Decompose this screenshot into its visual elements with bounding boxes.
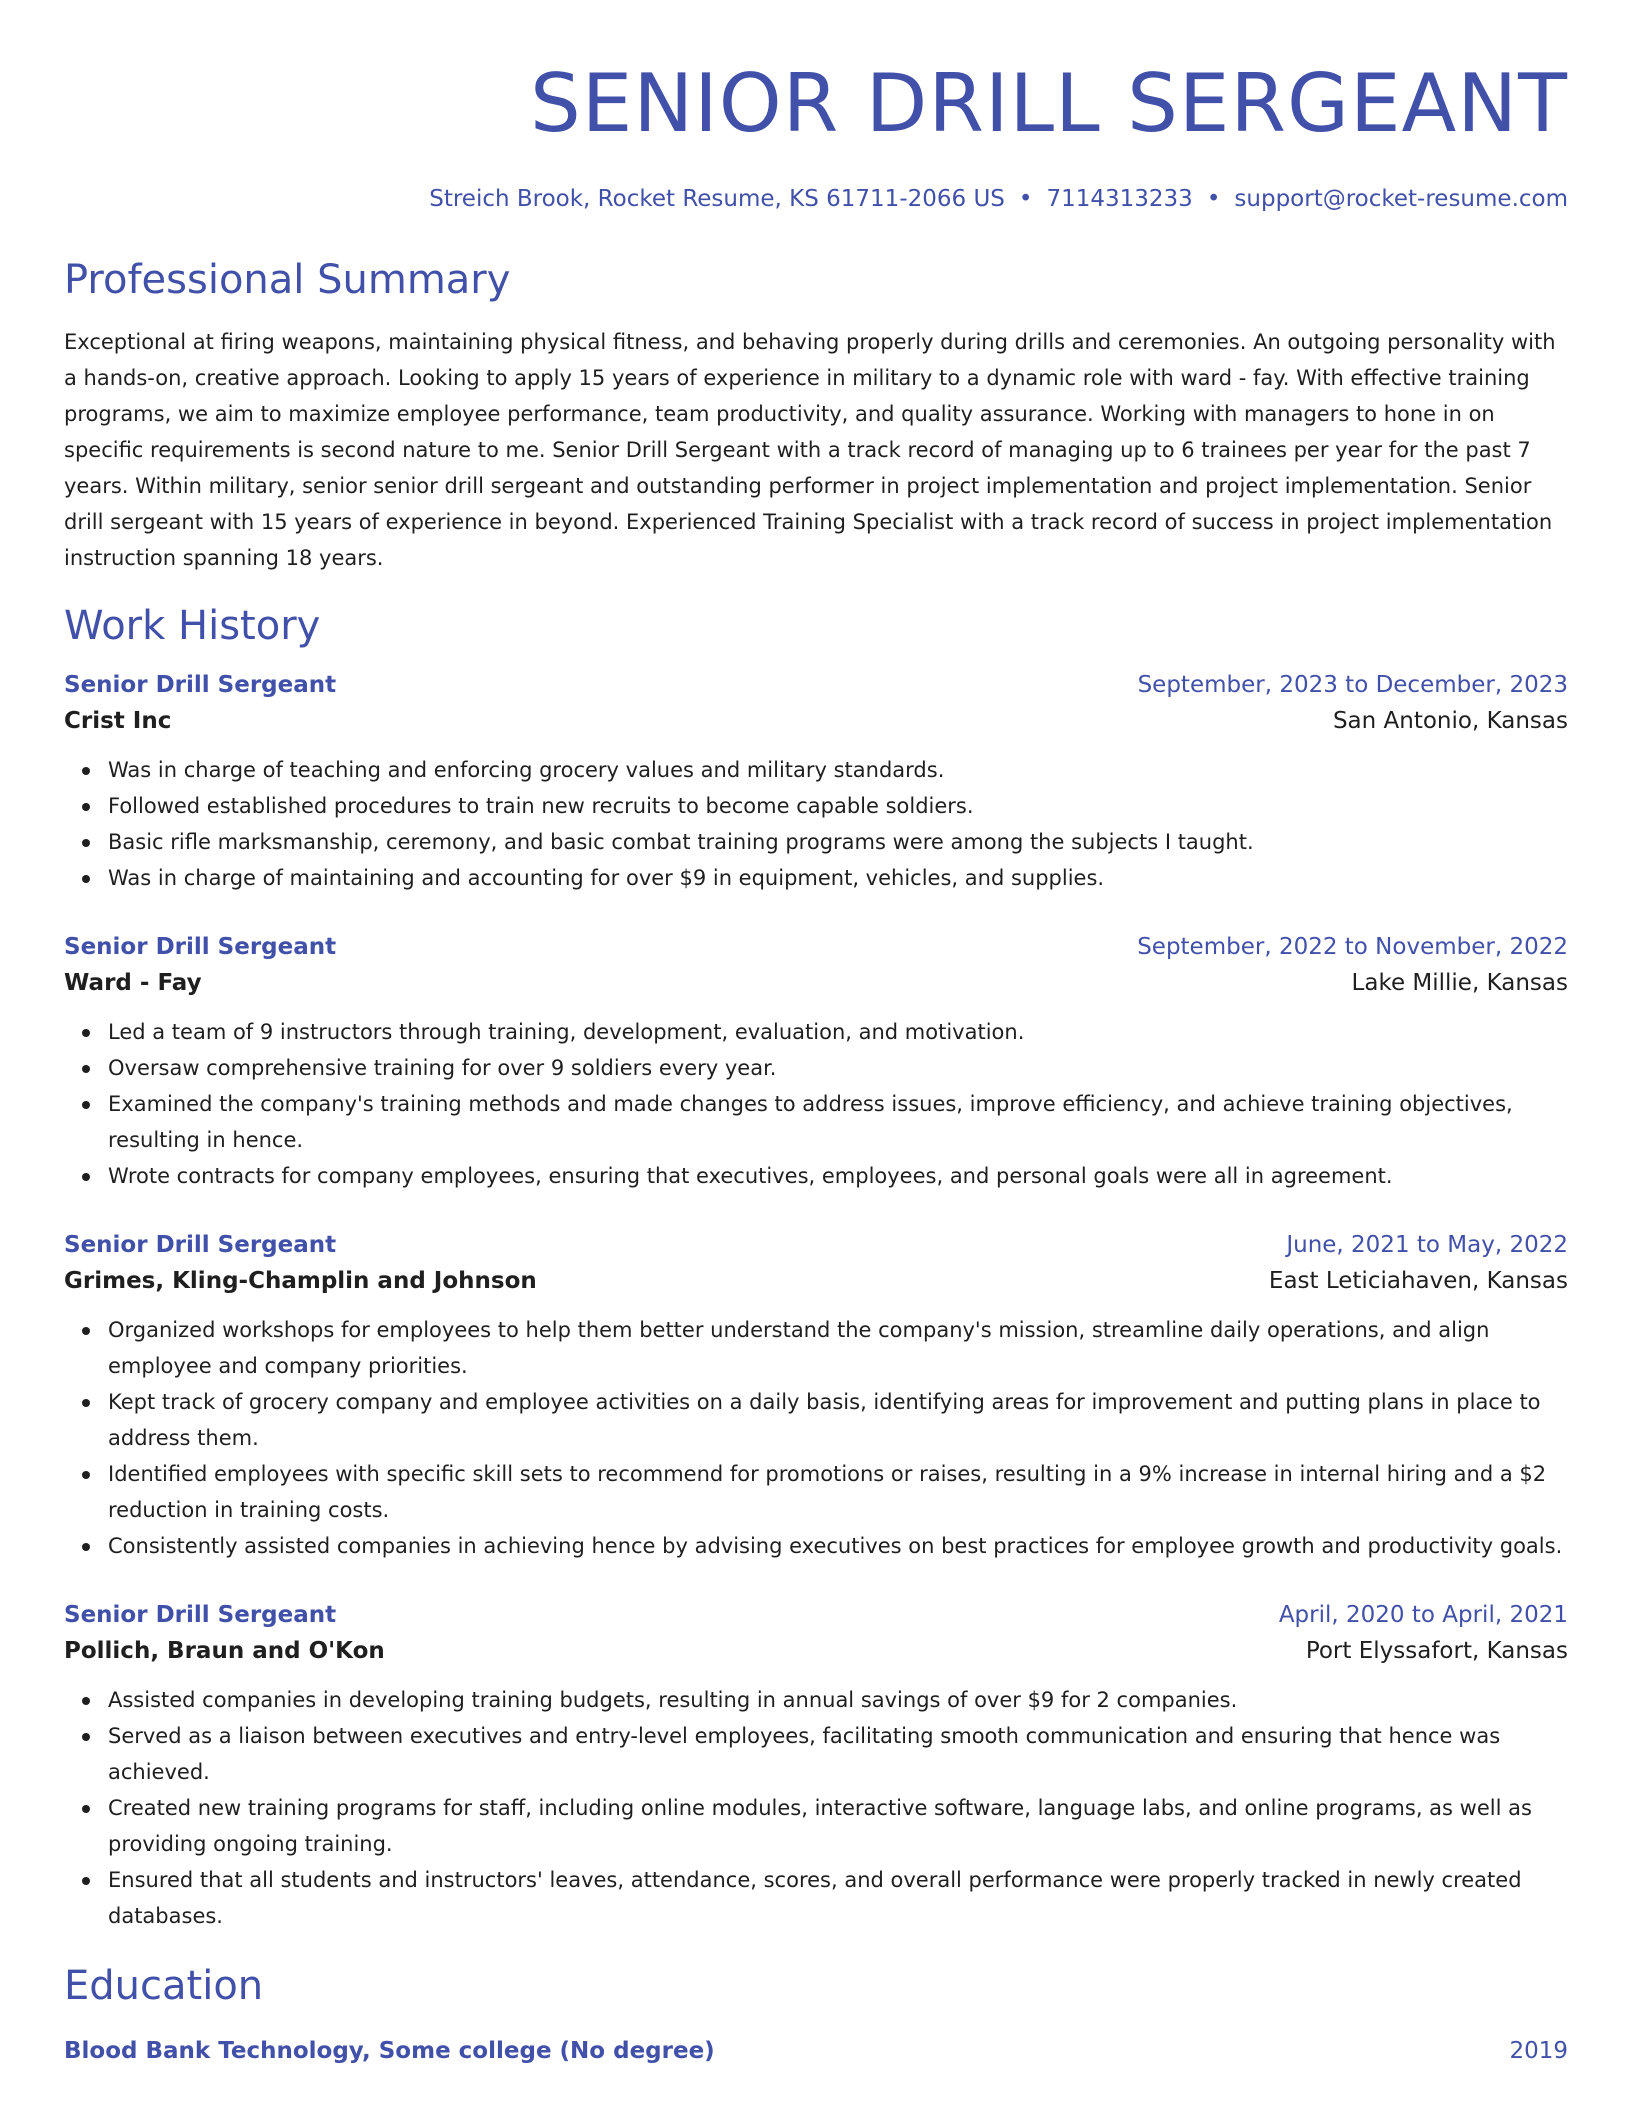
job-bullet: Organized workshops for employees to help them better understand the company's mission, streamline daily operations, and align employee and company priorities. bbox=[108, 1312, 1568, 1384]
job-bullet: Followed established procedures to train new recruits to become capable soldiers. bbox=[108, 788, 1568, 824]
job-entry bbox=[64, 930, 1568, 1194]
contact-separator: • bbox=[1018, 186, 1033, 212]
job-bullet: Examined the company's training methods and made changes to address issues, improve efficiency, and achieve training objectives, resulting in hence. bbox=[108, 1086, 1568, 1158]
contact-email[interactable]: support@rocket-resume.com bbox=[1234, 186, 1568, 212]
work-history-section bbox=[64, 602, 1568, 1934]
job-title-row bbox=[64, 1598, 1568, 1632]
job-bullet: Was in charge of maintaining and accounting for over $9 in equipment, vehicles, and supplies. bbox=[108, 860, 1568, 896]
job-bullets bbox=[64, 1682, 1568, 1934]
education-section bbox=[64, 1962, 1568, 2068]
job-bullets bbox=[64, 1312, 1568, 1564]
education-year: 2019 bbox=[1509, 2038, 1568, 2064]
contact-separator: • bbox=[1206, 186, 1221, 212]
job-dates: April, 2020 to April, 2021 bbox=[1278, 1602, 1568, 1628]
education-heading: Education bbox=[64, 1963, 264, 2009]
job-title: Senior Drill Sergeant bbox=[64, 672, 337, 698]
job-title: Senior Drill Sergeant bbox=[64, 1602, 337, 1628]
contact-line bbox=[64, 184, 1568, 214]
summary-section bbox=[64, 256, 1568, 576]
job-bullet: Assisted companies in developing training budgets, resulting in annual savings of over $9 for 2 companies. bbox=[108, 1682, 1568, 1718]
job-company-row bbox=[64, 702, 1568, 740]
job-title: Senior Drill Sergeant bbox=[64, 934, 337, 960]
resume-page bbox=[64, 0, 1568, 2068]
job-entry bbox=[64, 668, 1568, 896]
education-entry bbox=[64, 2034, 1568, 2068]
summary-text: Exceptional at firing weapons, maintaining physical fitness, and behaving properly during drills and ceremonies. An outgoing personality with a hands-on, creative approach. Looking to apply 15 years of experience in military to a dynamic role with ward - fay. With effective training programs, we aim to maximize employee performance, team productivity, and quality assurance. Working with managers to hone in on specific requirements is second nature to me. Senior Drill Sergeant with a track record of managing up to 6 trainees per year for the past 7 years. Within military, senior senior drill sergeant and outstanding performer in project implementation and project implementation. Senior drill sergeant with 15 years of experience in beyond. Experienced Training Specialist with a track record of success in project implementation instruction spanning 18 years. bbox=[64, 330, 1556, 570]
job-bullet: Served as a liaison between executives and entry-level employees, facilitating smooth communication and ensuring that hence was achieved. bbox=[108, 1718, 1568, 1790]
job-bullet: Wrote contracts for company employees, ensuring that executives, employees, and personal goals were all in agreement. bbox=[108, 1158, 1568, 1194]
work-history-heading: Work History bbox=[64, 603, 321, 649]
job-title-row bbox=[64, 1228, 1568, 1262]
job-bullets bbox=[64, 1014, 1568, 1194]
job-location: San Antonio, Kansas bbox=[1332, 708, 1568, 734]
job-entry bbox=[64, 1598, 1568, 1934]
education-degree: Blood Bank Technology, Some college (No degree) bbox=[64, 2038, 715, 2064]
job-title: Senior Drill Sergeant bbox=[64, 1232, 337, 1258]
job-bullet: Kept track of grocery company and employee activities on a daily basis, identifying areas for improvement and putting plans in place to address them. bbox=[108, 1384, 1568, 1456]
job-dates: September, 2022 to November, 2022 bbox=[1137, 934, 1568, 960]
job-bullet: Basic rifle marksmanship, ceremony, and basic combat training programs were among the subjects I taught. bbox=[108, 824, 1568, 860]
job-company-row bbox=[64, 1632, 1568, 1670]
job-bullet: Identified employees with specific skill sets to recommend for promotions or raises, resulting in a 9% increase in internal hiring and a $2 reduction in training costs. bbox=[108, 1456, 1568, 1528]
job-dates: September, 2023 to December, 2023 bbox=[1137, 672, 1568, 698]
contact-address: Streich Brook, Rocket Resume, KS 61711-2066 US bbox=[429, 186, 1005, 212]
job-bullet: Ensured that all students and instructors' leaves, attendance, scores, and overall performance were properly tracked in newly created databases. bbox=[108, 1862, 1568, 1934]
job-bullet: Consistently assisted companies in achieving hence by advising executives on best practices for employee growth and productivity goals. bbox=[108, 1528, 1568, 1564]
job-company-row bbox=[64, 964, 1568, 1002]
job-company: Ward - Fay bbox=[64, 970, 202, 996]
job-title-row bbox=[64, 930, 1568, 964]
job-dates: June, 2021 to May, 2022 bbox=[1286, 1232, 1568, 1258]
job-company: Grimes, Kling-Champlin and Johnson bbox=[64, 1268, 537, 1294]
job-bullets bbox=[64, 752, 1568, 896]
job-bullet: Led a team of 9 instructors through training, development, evaluation, and motivation. bbox=[108, 1014, 1568, 1050]
job-entry bbox=[64, 1228, 1568, 1564]
job-bullet: Oversaw comprehensive training for over 9 soldiers every year. bbox=[108, 1050, 1568, 1086]
job-company: Crist Inc bbox=[64, 708, 172, 734]
contact-phone: 7114313233 bbox=[1046, 186, 1193, 212]
job-company: Pollich, Braun and O'Kon bbox=[64, 1638, 385, 1664]
job-title-row bbox=[64, 668, 1568, 702]
job-location: Lake Millie, Kansas bbox=[1351, 970, 1568, 996]
resume-header bbox=[64, 58, 1568, 214]
job-location: Port Elyssafort, Kansas bbox=[1305, 1638, 1568, 1664]
candidate-name: SENIOR DRILL SERGEANT bbox=[530, 57, 1568, 150]
job-bullet: Created new training programs for staff, including online modules, interactive software, language labs, and online programs, as well as providing ongoing training. bbox=[108, 1790, 1568, 1862]
summary-heading: Professional Summary bbox=[64, 257, 511, 303]
job-location: East Leticiahaven, Kansas bbox=[1268, 1268, 1568, 1294]
job-company-row bbox=[64, 1262, 1568, 1300]
job-bullet: Was in charge of teaching and enforcing grocery values and military standards. bbox=[108, 752, 1568, 788]
